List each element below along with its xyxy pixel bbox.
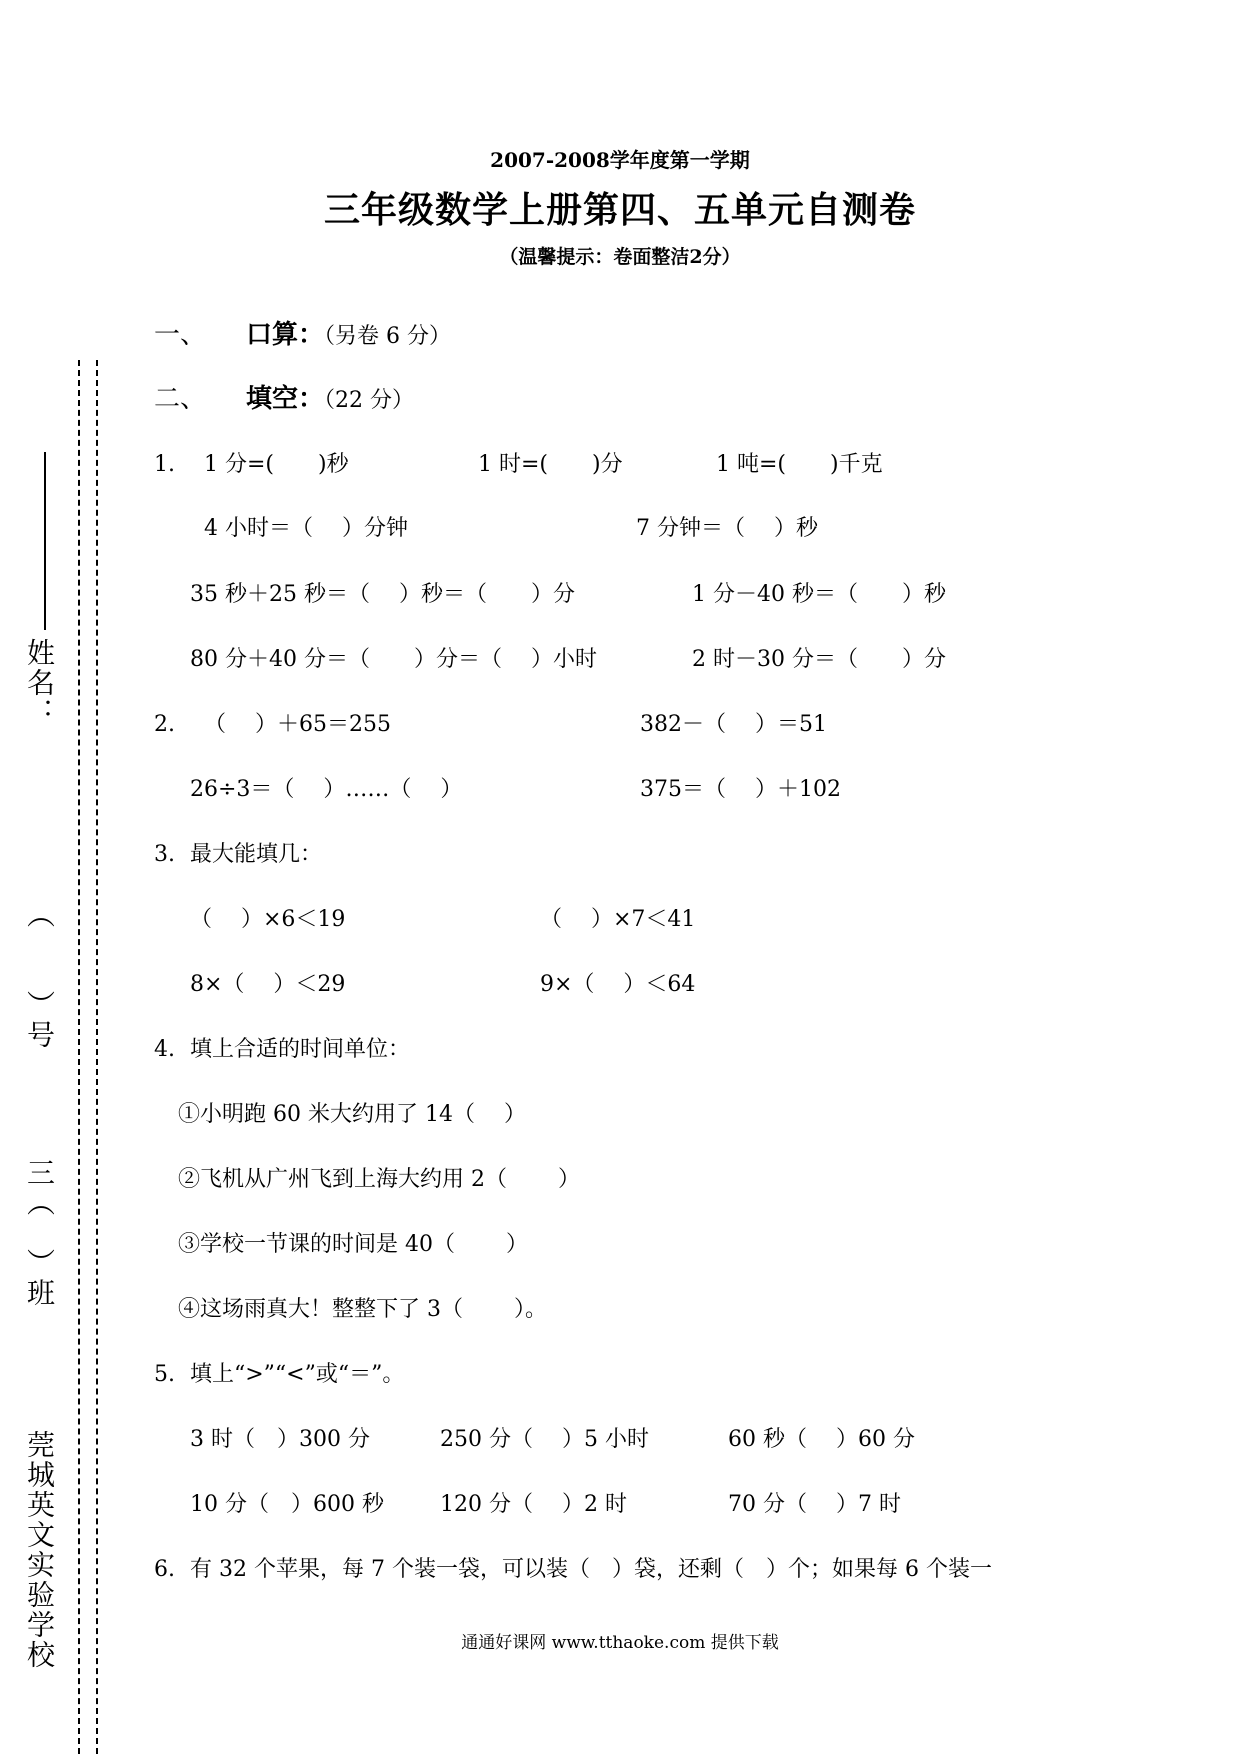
q3-title: 最大能填几： (190, 842, 323, 867)
q4-item: ④这场雨真大！整整下了 3（ ）。 (178, 1297, 547, 1322)
q6-number: 6. (154, 1557, 175, 1582)
section-1-number: 一、 (154, 320, 207, 350)
q3-blank: （ ）×7＜41 (540, 907, 696, 932)
q3-number: 3. (154, 842, 175, 867)
q4-item: ③学校一节课的时间是 40（ ） (178, 1232, 528, 1257)
cut-line-left (78, 360, 80, 1754)
q1-blank: 1 时=( )分 (478, 452, 623, 477)
q1-blank: 4 小时＝（ ）分钟 (204, 516, 408, 541)
q1-blank: 1 吨=( )千克 (716, 452, 883, 477)
section-2-title: 填空： (246, 384, 325, 414)
class-label: 三（ ）班 (23, 1158, 56, 1308)
q5-title: 填上“>”“<”或“＝”。 (190, 1362, 405, 1387)
q2-blank: 375＝（ ）＋102 (640, 777, 841, 802)
exam-title: 三年级数学上册第四、五单元自测卷 (323, 189, 916, 231)
name-label: 姓名： (23, 638, 56, 728)
q4-title: 填上合适的时间单位： (190, 1037, 411, 1062)
cut-line-right (96, 360, 98, 1754)
q1-blank: 35 秒＋25 秒＝（ ）秒＝（ ）分 (190, 582, 575, 607)
q1-blank: 1 分=( )秒 (204, 452, 349, 477)
q2-number: 2. (154, 712, 175, 737)
q3-blank: 9×（ ）＜64 (540, 972, 696, 997)
q1-blank: 2 时－30 分＝（ ）分 (692, 647, 946, 672)
section-2-note: （22 分） (324, 388, 415, 413)
section-2-number: 二、 (154, 384, 207, 414)
seat-number-label: （ ）号 (23, 900, 56, 1050)
page-footer: 通通好课网 www.tthaoke.com 提供下载 (461, 1633, 779, 1653)
q5-blank: 10 分（ ）600 秒 (190, 1492, 384, 1517)
section-1-note: （另卷 6 分） (324, 324, 452, 349)
q3-blank: （ ）×6＜19 (190, 907, 346, 932)
q1-blank: 1 分－40 秒＝（ ）秒 (692, 582, 946, 607)
name-blank-line (44, 452, 46, 630)
q3-blank: 8×（ ）＜29 (190, 972, 346, 997)
q1-blank: 7 分钟＝（ ）秒 (636, 516, 818, 541)
q4-item: ①小明跑 60 米大约用了 14（ ） (178, 1102, 526, 1127)
school-year: 2007-2008学年度第一学期 (490, 148, 750, 172)
section-2-heading (154, 384, 414, 416)
q5-blank: 70 分（ ）7 时 (728, 1492, 901, 1517)
q6-text: 有 32 个苹果，每 7 个装一袋，可以装（ ）袋，还剩（ ）个；如果每 6 个装一 (190, 1557, 992, 1582)
q2-blank: 26÷3＝（ ）……（ ） (190, 777, 463, 802)
q5-blank: 120 分（ ）2 时 (440, 1492, 627, 1517)
q4-number: 4. (154, 1037, 175, 1062)
q2-blank: 382－（ ）＝51 (640, 712, 827, 737)
section-1-title: 口算： (246, 320, 325, 350)
q5-number: 5. (154, 1362, 175, 1387)
q5-blank: 250 分（ ）5 小时 (440, 1427, 649, 1452)
q5-blank: 60 秒（ ）60 分 (728, 1427, 915, 1452)
section-1-heading (154, 320, 451, 352)
exam-tip: （温馨提示：卷面整洁2分） (499, 246, 741, 268)
q4-item: ②飞机从广州飞到上海大约用 2（ ） (178, 1167, 580, 1192)
q2-blank: （ ）＋65＝255 (204, 712, 391, 737)
school-label: 莞城英文实验学校 (23, 1430, 56, 1670)
q5-blank: 3 时（ ）300 分 (190, 1427, 370, 1452)
q1-number: 1. (154, 452, 175, 477)
q1-blank: 80 分＋40 分＝（ ）分＝（ ）小时 (190, 647, 597, 672)
